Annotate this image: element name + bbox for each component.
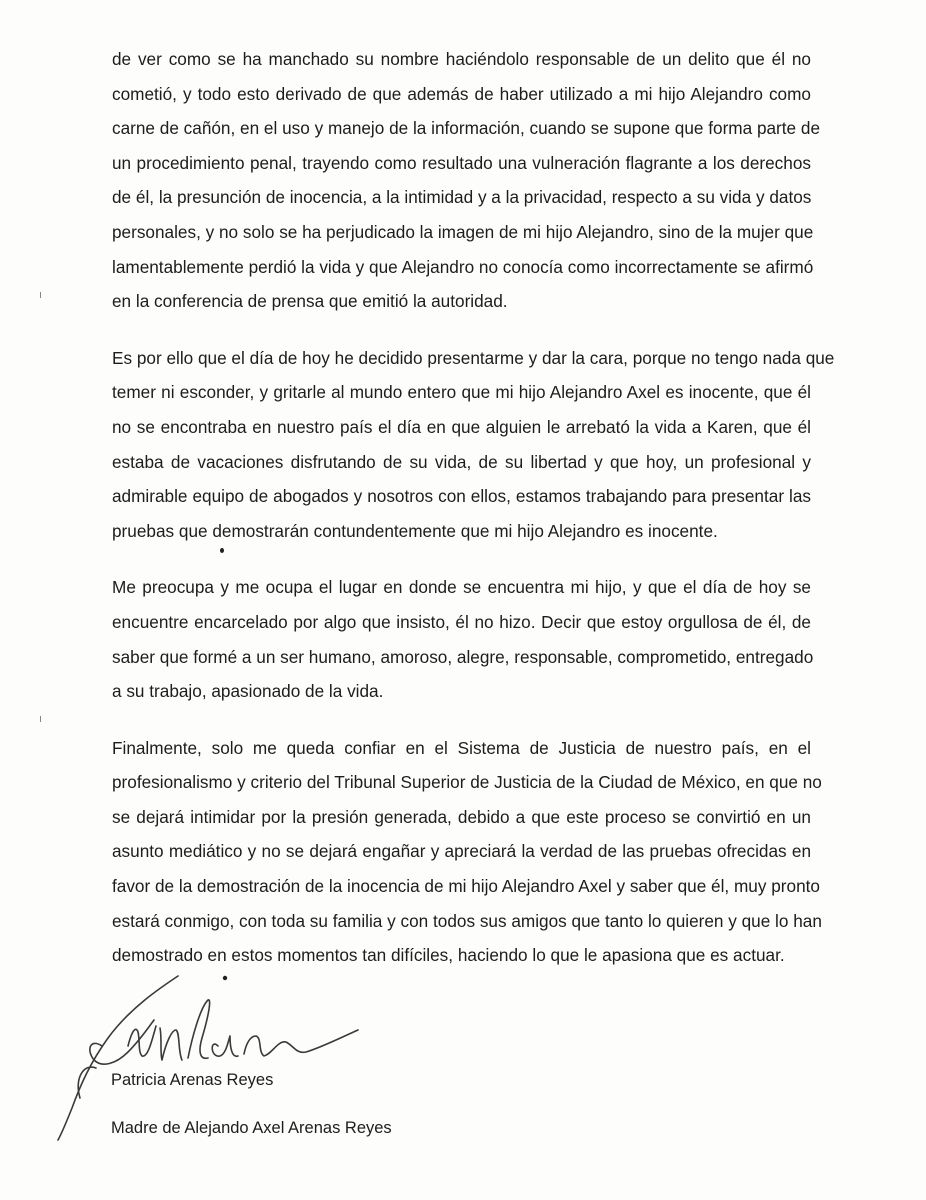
text-line: en la conferencia de prensa que emitió la autoridad. <box>112 291 508 312</box>
text-line: Es por ello que el día de hoy he decidido presentarme y dar la cara, porque no tengo nada que <box>112 347 835 368</box>
signatory-name: Patricia Arenas Reyes <box>111 1071 274 1089</box>
text-line: encuentre encarcelado por algo que insisto, él no hizo. Decir que estoy orgullosa de él, de <box>112 611 811 632</box>
text-line: no se encontraba en nuestro país el día en que alguien le arrebató la vida a Karen, que él <box>112 416 811 437</box>
text-line: demostrado en estos momentos tan difíciles, haciendo lo que le apasiona que es actuar. <box>112 945 785 966</box>
text-line: Finalmente, solo me queda confiar en el Sistema de Justicia de nuestro país, en el <box>112 737 811 758</box>
margin-mark <box>40 716 41 722</box>
text-line: profesionalismo y criterio del Tribunal Superior de Justicia de la Ciudad de México, en que no <box>112 772 822 793</box>
letter-body <box>112 42 835 995</box>
text-line: personales, y no solo se ha perjudicado la imagen de mi hijo Alejandro, sino de la mujer que <box>112 221 814 242</box>
letter-paragraph <box>112 731 822 973</box>
letter-paragraph <box>112 341 835 549</box>
text-line: de ver como se ha manchado su nombre haciéndolo responsable de un delito que él no <box>112 49 811 69</box>
text-line: lamentablemente perdió la vida y que Alejandro no conocía como incorrectamente se afirmó <box>112 256 814 277</box>
text-line: un procedimiento penal, trayendo como resultado una vulneración flagrante a los derechos <box>112 152 811 173</box>
text-line: admirable equipo de abogados y nosotros con ellos, estamos trabajando para presentar las <box>112 486 811 507</box>
text-line: se dejará intimidar por la presión generada, debido a que este proceso se convirtió en un <box>112 806 811 827</box>
text-line: Me preocupa y me ocupa el lugar en donde se encuentra mi hijo, y que el día de hoy se <box>112 577 811 598</box>
text-line: cometió, y todo esto derivado de que además de haber utilizado a mi hijo Alejandro como <box>112 83 811 104</box>
text-line: asunto mediático y no se dejará engañar y apreciará la verdad de las pruebas ofrecidas en <box>112 841 811 862</box>
text-line: temer ni esconder, y gritarle al mundo entero que mi hijo Alejandro Axel es inocente, que él <box>112 382 811 403</box>
signatory-role: Madre de Alejando Axel Arenas Reyes <box>111 1119 392 1137</box>
ink-speck <box>220 548 224 553</box>
text-line: carne de cañón, en el uso y manejo de la información, cuando se supone que forma parte de <box>112 118 821 139</box>
letter-paragraph <box>112 570 814 708</box>
text-line: estaba de vacaciones disfrutando de su vida, de su libertad y que hoy, un profesional y <box>112 451 811 472</box>
text-line: estará conmigo, con toda su familia y con todos sus amigos que tanto lo quieren y que lo han <box>112 910 822 931</box>
letter-paragraph <box>112 42 821 319</box>
text-line: saber que formé a un ser humano, amoroso, alegre, responsable, comprometido, entregado <box>112 646 814 667</box>
text-line: pruebas que demostrarán contundentemente que mi hijo Alejandro es inocente. <box>112 520 718 541</box>
text-line: a su trabajo, apasionado de la vida. <box>112 681 384 702</box>
text-line: favor de la demostración de la inocencia de mi hijo Alejandro Axel y saber que él, muy pronto <box>112 876 820 897</box>
text-line: de él, la presunción de inocencia, a la intimidad y a la privacidad, respecto a su vida y datos <box>112 187 812 208</box>
margin-mark <box>40 292 41 298</box>
